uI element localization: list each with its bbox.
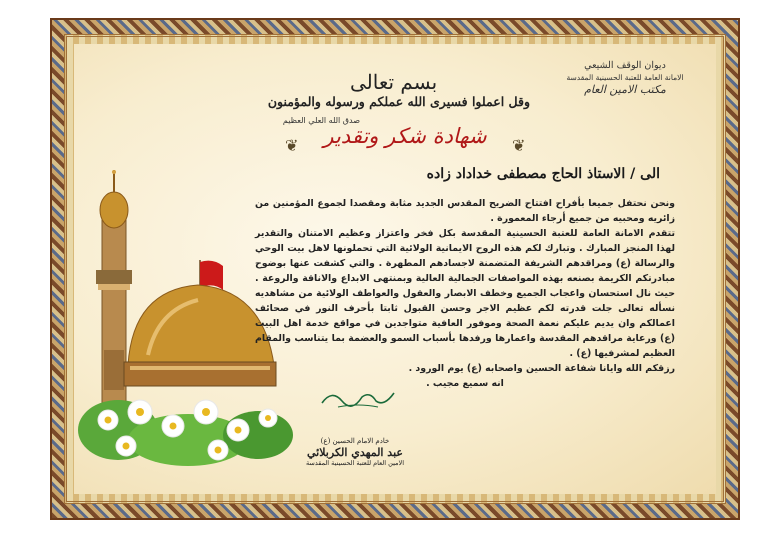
signatory-position: الامين العام للعتبة الحسينية المقدسة xyxy=(305,459,405,467)
body-paragraph: تتقدم الامانة العامة للعتبة الحسينية المقدسة بكل فخر واعتزاز وعظيم الامتنان والتقدير لهذا المنجز المبارك . وتبارك لكم هذه الروح الايمانية الولائية التي تحملونها لاهل بيت الوحي والرسالة (ع) ومراقدهم الشريفة المتضمنة لاجسادهم المطهرة . والتي كشفت عنها بوضوح مبادرتكم الكريمة بصنعه بهذه المواصفات الجمالية العالية وبمنتهى الابداع والاناقة والروعة . حيث نال استحسان واعجاب الجميع وخطف الابصار والعقول والعواطف الولائية من مشاهديه نسأله تعالى جلت قدرته لكم عظيم الاجر وحسن القبول ثابتا بأحرف النور في صحائف اعمالكم وان يديم عليكم نعمة الصحة وموفور العافية متواجدين في مواقع خدمة اهل البيت (ع) ورعاية مراقدهم المقدسة واعمارها ورفدها بأسباب السمو والعضمة بما يتناسب والمقام العظيم لمشرفيها (ع) . xyxy=(255,228,675,359)
certificate-heading: شهادة شكر وتقدير xyxy=(323,124,487,148)
verse-attribution: صدق الله العلي العظيم xyxy=(282,116,360,125)
body-paragraph: ونحن نحتفل جميعا بأفراح افتتاح الضريح المقدس الجديد مثابة ومقصدا لجموع المؤمنين من زائريه ومحبيه من جميع أرجاء المعمورة . xyxy=(255,198,675,224)
issuer-line2: الامانة العامة للعتبة الحسينية المقدسة xyxy=(566,73,684,82)
issuer-line1: ديوان الوقف الشيعي xyxy=(584,60,666,71)
signatory-title: خادم الامام الحسين (ع) xyxy=(320,437,390,445)
basmala: بسم تعالى xyxy=(350,70,438,94)
quran-verse: وقل اعملوا فسيرى الله عملكم ورسوله والمؤمنون xyxy=(267,94,530,109)
certificate-body xyxy=(255,196,675,391)
closing-line: انه سميع مجيب . xyxy=(426,378,504,389)
issuer-block xyxy=(560,60,690,96)
body-paragraph: رزقكم الله وايانا شفاعة الحسين واصحابه (ع) يوم الورود . xyxy=(408,363,675,374)
signatory-name: عبد المهدي الكربلائي xyxy=(307,446,403,459)
heading-ornament-right: ❦ xyxy=(512,136,526,155)
issuer-line3: مكتب الامين العام xyxy=(584,83,666,96)
heading-ornament-left: ❦ xyxy=(285,136,299,155)
signature xyxy=(318,385,398,411)
signatory-block xyxy=(300,436,410,469)
recipient-line: الى / الاستاذ الحاج مصطفى خداداد زاده xyxy=(426,166,660,182)
